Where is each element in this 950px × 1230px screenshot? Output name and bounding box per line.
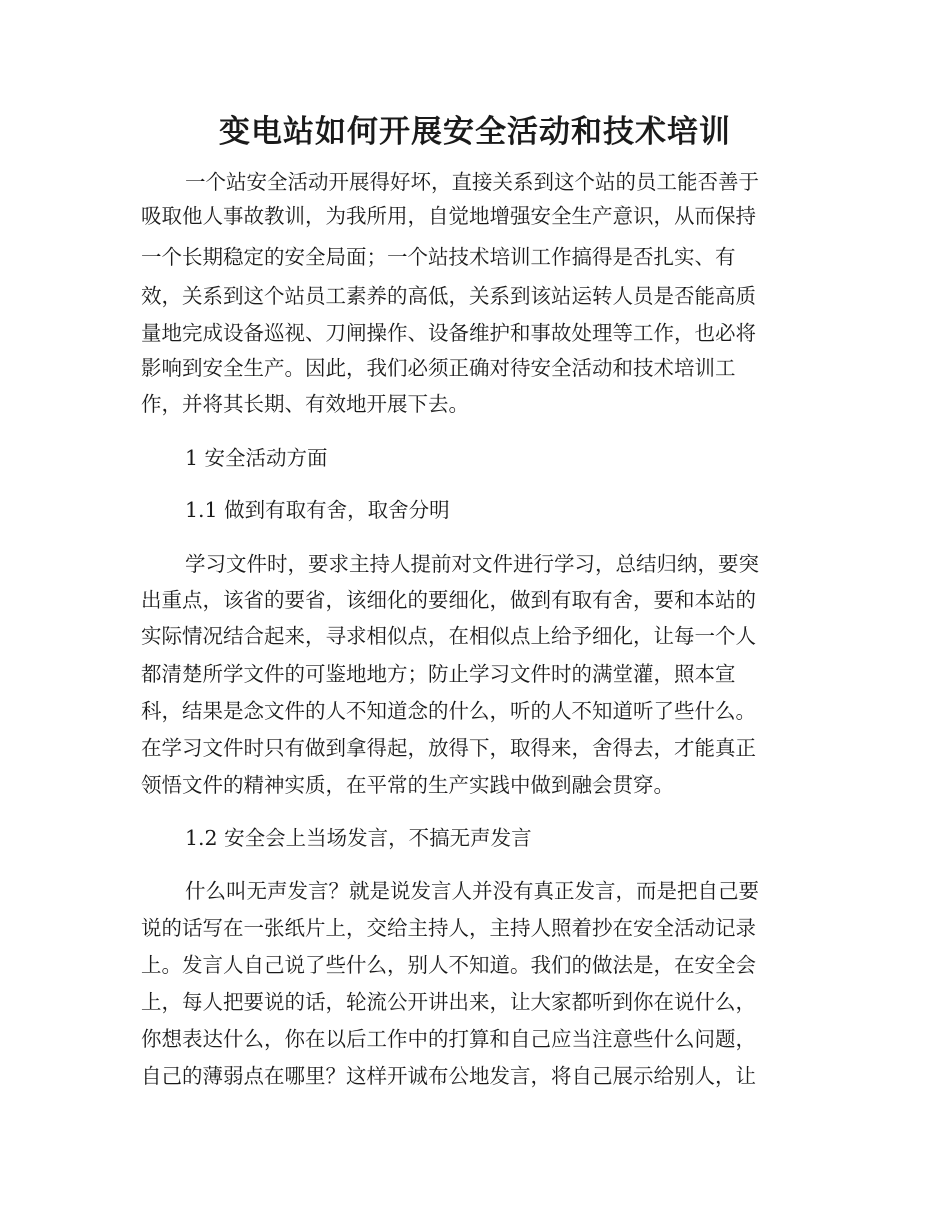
paragraph-line: 在学习文件时只有做到拿得起，放得下，取得来，舍得去，才能真正	[141, 736, 756, 760]
paragraph-line: 科，结果是念文件的人不知道念的什么，听的人不知道听了些什么。	[141, 699, 756, 723]
paragraph-line: 影响到安全生产。因此，我们必须正确对待安全活动和技术培训工	[141, 356, 736, 380]
paragraph-line: 实际情况结合起来，寻求相似点，在相似点上给予细化，让每一个人	[141, 624, 756, 648]
paragraph-line: 效，关系到这个站员工素养的高低，关系到该站运转人员是否能高质	[141, 284, 756, 308]
paragraph-line: 你想表达什么，你在以后工作中的打算和自己应当注意些什么问题，	[141, 1027, 756, 1051]
paragraph-line: 上，每人把要说的话，轮流公开讲出来，让大家都听到你在说什么，	[141, 990, 756, 1014]
paragraph-line: 什么叫无声发言？就是说发言人并没有真正发言，而是把自己要	[185, 879, 759, 903]
paragraph-line: 一个站安全活动开展得好坏，直接关系到这个站的员工能否善于	[185, 170, 759, 194]
paragraph-line: 领悟文件的精神实质，在平常的生产实践中做到融会贯穿。	[141, 773, 674, 797]
section-heading-1-1: 1.1 做到有取有舍，取舍分明	[185, 498, 450, 522]
paragraph-line: 量地完成设备巡视、刀闸操作、设备维护和事故处理等工作，也必将	[141, 321, 756, 345]
section-heading-1-2: 1.2 安全会上当场发言，不搞无声发言	[185, 826, 532, 850]
document-title: 变电站如何开展安全活动和技术培训	[219, 114, 731, 150]
paragraph-line: 说的话写在一张纸片上，交给主持人，主持人照着抄在安全活动记录	[141, 916, 756, 940]
paragraph-line: 一个长期稳定的安全局面；一个站技术培训工作搞得是否扎实、有	[141, 245, 736, 269]
paragraph-line: 都清楚所学文件的可鉴地地方；防止学习文件时的满堂灌，照本宣	[141, 662, 736, 686]
paragraph-line: 上。发言人自己说了些什么，别人不知道。我们的做法是，在安全会	[141, 953, 756, 977]
paragraph-line: 自己的薄弱点在哪里？这样开诚布公地发言，将自己展示给别人，让	[141, 1064, 756, 1088]
section-heading-1: 1 安全活动方面	[185, 446, 328, 470]
paragraph-line: 出重点，该省的要省，该细化的要细化，做到有取有舍，要和本站的	[141, 588, 756, 612]
paragraph-line: 作，并将其长期、有效地开展下去。	[141, 392, 469, 416]
paragraph-line: 学习文件时，要求主持人提前对文件进行学习，总结归纳，要突	[185, 552, 759, 576]
paragraph-line: 吸取他人事故教训，为我所用，自觉地增强安全生产意识，从而保持	[141, 204, 756, 228]
